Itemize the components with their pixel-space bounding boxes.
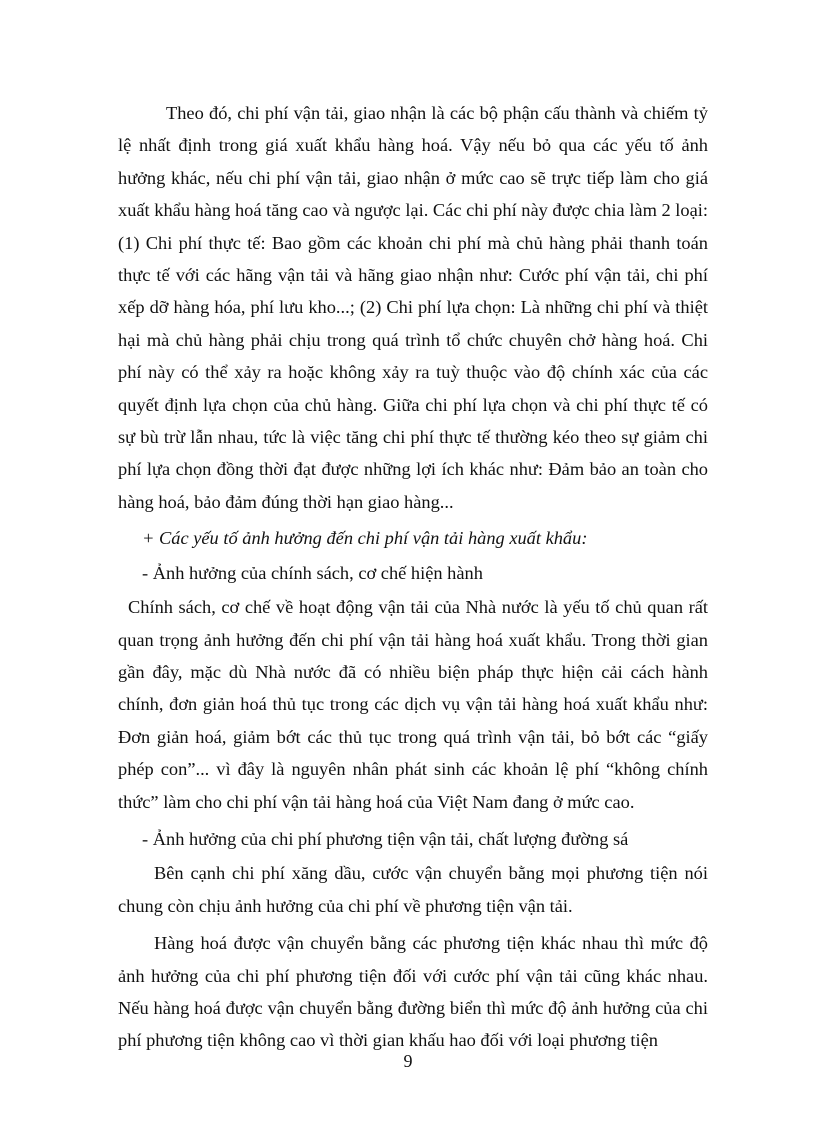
page-number: 9 xyxy=(403,1051,413,1071)
subheading-vehicle-cost: - Ảnh hưởng của chi phí phương tiện vận tải, chất lượng đường sá xyxy=(142,828,629,849)
document-body xyxy=(118,97,708,1057)
paragraph-fuel-cost: Bên cạnh chi phí xăng dầu, cước vận chuyển bằng mọi phương tiện nói chung còn chịu ảnh hưởng của chi phí về phương tiện vận tải. xyxy=(118,863,708,916)
paragraph-vehicle-impact: Hàng hoá được vận chuyển bằng các phương tiện khác nhau thì mức độ ảnh hưởng của chi phí phương tiện đối với cước phí vận tải cũng khác nhau. Nếu hàng hoá được vận chuyển bằng đường biển thì mức độ ảnh hưởng của chi phí phương tiện không cao vì thời gian khấu hao đối với loại phương tiện xyxy=(118,933,708,1051)
section-heading-factors: + Các yếu tố ảnh hưởng đến chi phí vận tải hàng xuất khẩu: xyxy=(142,528,588,549)
paragraph-policy: Chính sách, cơ chế về hoạt động vận tải của Nhà nước là yếu tố chủ quan rất quan trọng ảnh hưởng đến chi phí vận tải hàng hoá xuất khẩu. Trong thời gian gần đây, mặc dù Nhà nước đã có nhiều biện pháp thực hiện cải cách hành chính, đơn giản hoá thủ tục trong các dịch vụ vận tải hàng hoá xuất khẩu như: Đơn giản hoá, giảm bớt các thủ tục trong quá trình vận tải, bỏ bớt các “giấy phép con”... vì đây là nguyên nhân phát sinh các khoản lệ phí “không chính thức” làm cho chi phí vận tải hàng hoá của Việt Nam đang ở mức cao. xyxy=(118,597,708,812)
paragraph-transport-cost-components: Theo đó, chi phí vận tải, giao nhận là các bộ phận cấu thành và chiếm tỷ lệ nhất định trong giá xuất khẩu hàng hoá. Vậy nếu bỏ qua các yếu tố ảnh hưởng khác, nếu chi phí vận tải, giao nhận ở mức cao sẽ trực tiếp làm cho giá xuất khẩu hàng hoá tăng cao và ngược lại. Các chi phí này được chia làm 2 loại: (1) Chi phí thực tế: Bao gồm các khoản chi phí mà chủ hàng phải thanh toán thực tế với các hãng vận tải và hãng giao nhận như: Cước phí vận tải, chi phí xếp dỡ hàng hóa, phí lưu kho...; (2) Chi phí lựa chọn: Là những chi phí và thiệt hại mà chủ hàng phải chịu trong quá trình tổ chức chuyên chở hàng hoá. Chi phí này có thể xảy ra hoặc không xảy ra tuỳ thuộc vào độ chính xác của các quyết định lựa chọn của chủ hàng. Giữa chi phí lựa chọn và chi phí thực tế có sự bù trừ lẫn nhau, tức là việc tăng chi phí thực tế thường kéo theo sự giảm chi phí lựa chọn đồng thời đạt được những lợi ích khác như: Đảm bảo an toàn cho hàng hoá, bảo đảm đúng thời hạn giao hàng... xyxy=(118,103,708,512)
subheading-policy: - Ảnh hưởng của chính sách, cơ chế hiện hành xyxy=(142,562,483,583)
